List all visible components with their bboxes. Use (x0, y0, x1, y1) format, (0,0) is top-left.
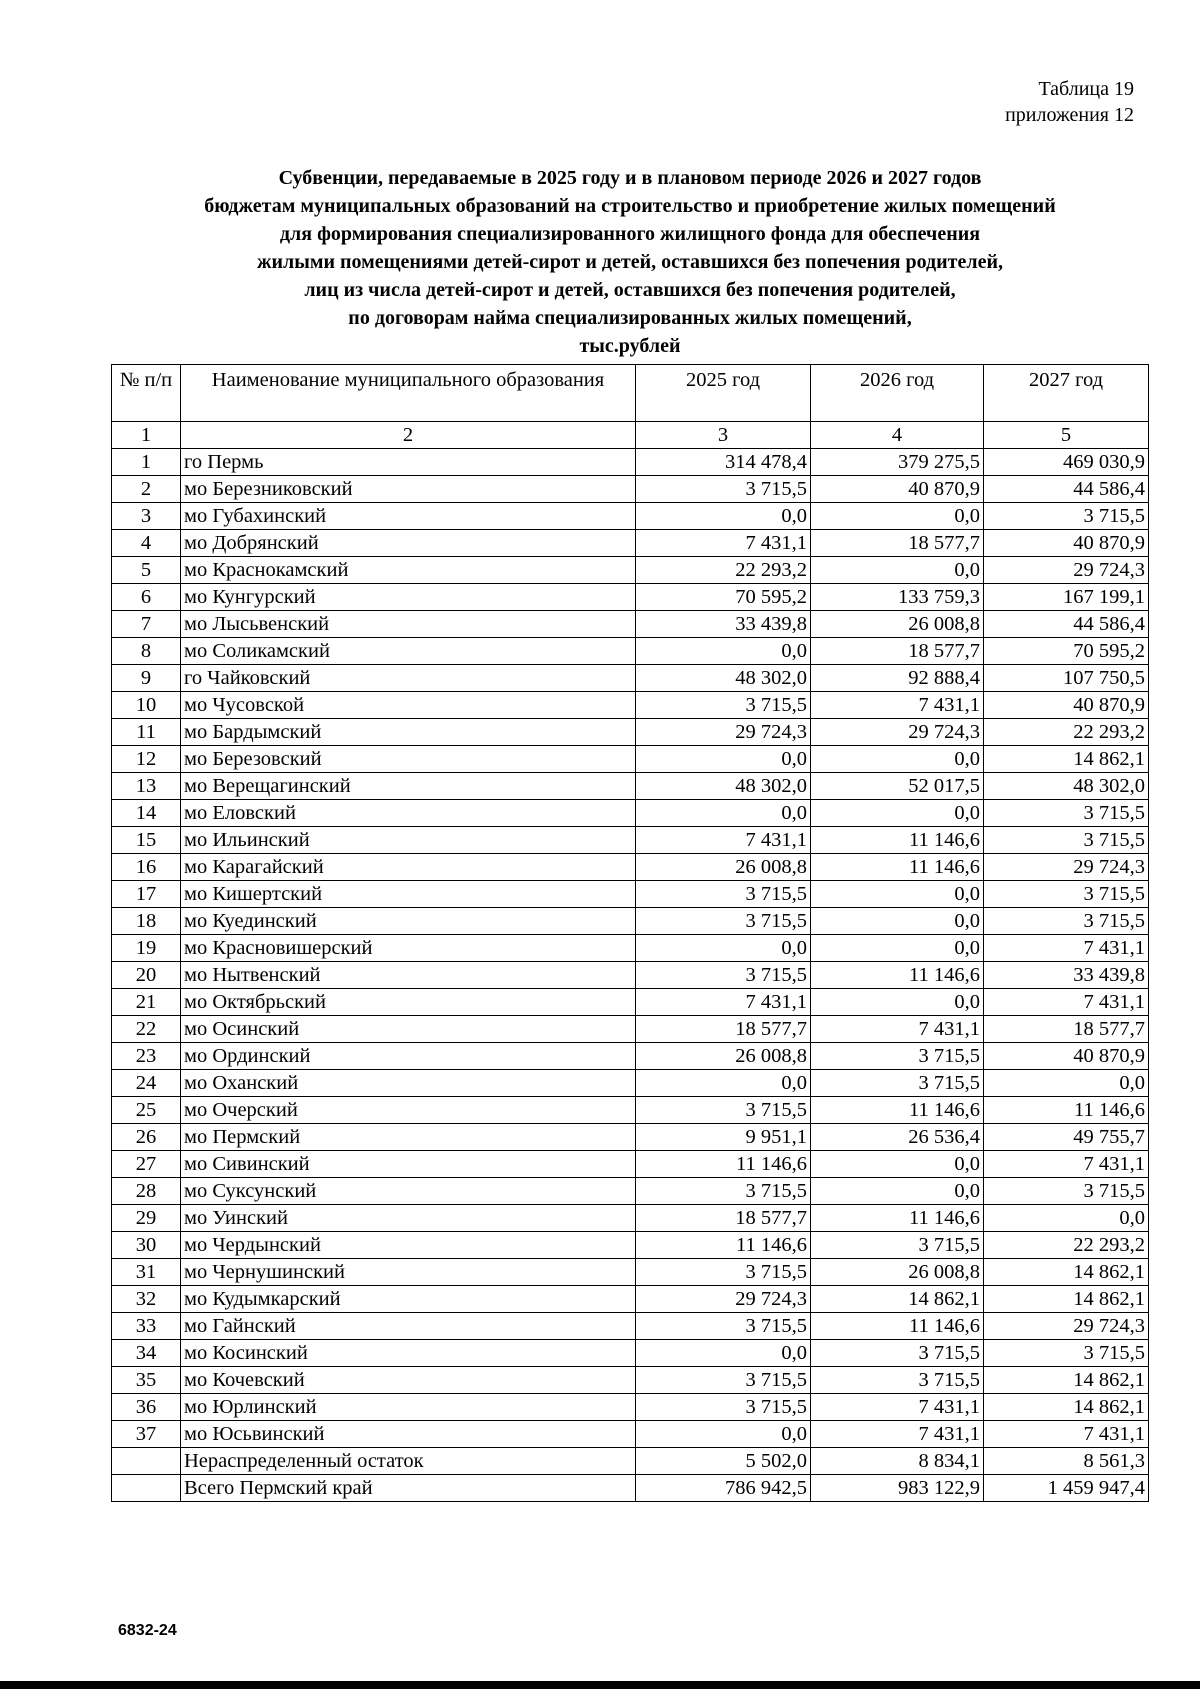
value-2025: 7 431,1 (636, 530, 811, 557)
table-row (112, 638, 1149, 665)
municipality-name: мо Гайнский (181, 1313, 636, 1340)
value-2027: 48 302,0 (984, 773, 1149, 800)
value-2026: 133 759,3 (811, 584, 984, 611)
value-2026: 379 275,5 (811, 449, 984, 476)
municipality-name: мо Чернушинский (181, 1259, 636, 1286)
table-row (112, 962, 1149, 989)
value-2027: 3 715,5 (984, 800, 1149, 827)
title-line: жилыми помещениями детей-сирот и детей, оставшихся без попечения родителей, (256, 251, 1003, 273)
table-row (112, 935, 1149, 962)
municipality-name: мо Бардымский (181, 719, 636, 746)
row-number: 9 (112, 665, 181, 692)
table-row (112, 773, 1149, 800)
value-2026: 11 146,6 (811, 962, 984, 989)
row-number: 3 (112, 503, 181, 530)
municipality-name: мо Осинский (181, 1016, 636, 1043)
value-2025: 3 715,5 (636, 1178, 811, 1205)
value-2026: 11 146,6 (811, 1313, 984, 1340)
value-2025: 3 715,5 (636, 476, 811, 503)
value-2025: 33 439,8 (636, 611, 811, 638)
value-2027: 1 459 947,4 (984, 1475, 1149, 1502)
value-2025: 0,0 (636, 1421, 811, 1448)
value-2027: 44 586,4 (984, 611, 1149, 638)
table-row (112, 1232, 1149, 1259)
value-2025: 11 146,6 (636, 1232, 811, 1259)
row-number: 29 (112, 1205, 181, 1232)
value-2026: 0,0 (811, 557, 984, 584)
header-2026: 2026 год (811, 365, 984, 422)
municipality-name: мо Кочевский (181, 1367, 636, 1394)
municipality-name: мо Верещагинский (181, 773, 636, 800)
value-2026: 3 715,5 (811, 1340, 984, 1367)
value-2027: 22 293,2 (984, 1232, 1149, 1259)
row-number: 5 (112, 557, 181, 584)
value-2027: 3 715,5 (984, 1178, 1149, 1205)
row-number: 17 (112, 881, 181, 908)
value-2026: 3 715,5 (811, 1367, 984, 1394)
table-row (112, 530, 1149, 557)
value-2026: 0,0 (811, 935, 984, 962)
value-2027: 70 595,2 (984, 638, 1149, 665)
title-line: бюджетам муниципальных образований на строительство и приобретение жилых помещений (204, 195, 1056, 217)
value-2026: 3 715,5 (811, 1070, 984, 1097)
value-2025: 3 715,5 (636, 1097, 811, 1124)
value-2025: 29 724,3 (636, 719, 811, 746)
value-2026: 14 862,1 (811, 1286, 984, 1313)
row-number: 24 (112, 1070, 181, 1097)
table-row (112, 1097, 1149, 1124)
value-2026: 0,0 (811, 881, 984, 908)
value-2026: 7 431,1 (811, 1016, 984, 1043)
table-row (112, 746, 1149, 773)
value-2026: 11 146,6 (811, 854, 984, 881)
municipality-name: мо Пермский (181, 1124, 636, 1151)
row-number: 2 (112, 476, 181, 503)
table-row (112, 827, 1149, 854)
row-number: 4 (112, 530, 181, 557)
municipality-name: мо Карагайский (181, 854, 636, 881)
subsidies-table (111, 364, 1149, 1502)
row-number: 27 (112, 1151, 181, 1178)
value-2027: 7 431,1 (984, 935, 1149, 962)
value-2025: 786 942,5 (636, 1475, 811, 1502)
row-number: 14 (112, 800, 181, 827)
row-number: 21 (112, 989, 181, 1016)
value-2026: 26 008,8 (811, 1259, 984, 1286)
municipality-name: Всего Пермский край (181, 1475, 636, 1502)
value-2025: 48 302,0 (636, 773, 811, 800)
value-2027: 7 431,1 (984, 1421, 1149, 1448)
municipality-name: мо Соликамский (181, 638, 636, 665)
value-2026: 0,0 (811, 1151, 984, 1178)
value-2027: 0,0 (984, 1070, 1149, 1097)
table-row (112, 1394, 1149, 1421)
value-2026: 0,0 (811, 908, 984, 935)
municipality-name: мо Кишертский (181, 881, 636, 908)
value-2025: 5 502,0 (636, 1448, 811, 1475)
value-2026: 3 715,5 (811, 1043, 984, 1070)
value-2027: 3 715,5 (984, 908, 1149, 935)
municipality-name: мо Юрлинский (181, 1394, 636, 1421)
value-2026: 40 870,9 (811, 476, 984, 503)
row-number (112, 1448, 181, 1475)
row-number: 22 (112, 1016, 181, 1043)
value-2025: 7 431,1 (636, 989, 811, 1016)
table-row (112, 611, 1149, 638)
table-row (112, 1448, 1149, 1475)
value-2025: 3 715,5 (636, 692, 811, 719)
scan-edge (0, 1681, 1200, 1689)
row-number: 28 (112, 1178, 181, 1205)
value-2027: 14 862,1 (984, 1394, 1149, 1421)
value-2026: 11 146,6 (811, 1205, 984, 1232)
value-2025: 3 715,5 (636, 1313, 811, 1340)
table-row (112, 1124, 1149, 1151)
municipality-name: мо Очерский (181, 1097, 636, 1124)
table-row (112, 1178, 1149, 1205)
column-number: 4 (811, 422, 984, 449)
value-2025: 22 293,2 (636, 557, 811, 584)
value-2027: 29 724,3 (984, 1313, 1149, 1340)
table-row (112, 1421, 1149, 1448)
value-2027: 44 586,4 (984, 476, 1149, 503)
value-2027: 40 870,9 (984, 692, 1149, 719)
municipality-name: мо Октябрьский (181, 989, 636, 1016)
appendix-number: приложения 12 (1005, 104, 1134, 126)
value-2027: 14 862,1 (984, 1259, 1149, 1286)
value-2026: 0,0 (811, 503, 984, 530)
row-number: 18 (112, 908, 181, 935)
value-2026: 26 536,4 (811, 1124, 984, 1151)
column-number-row (112, 422, 1149, 449)
table-row (112, 1070, 1149, 1097)
column-number: 5 (984, 422, 1149, 449)
table-row (112, 1205, 1149, 1232)
value-2027: 18 577,7 (984, 1016, 1149, 1043)
value-2025: 11 146,6 (636, 1151, 811, 1178)
table-reference (914, 76, 1134, 128)
value-2027: 3 715,5 (984, 827, 1149, 854)
row-number: 19 (112, 935, 181, 962)
municipality-name: мо Косинский (181, 1340, 636, 1367)
table-row (112, 1016, 1149, 1043)
municipality-name: мо Оханский (181, 1070, 636, 1097)
value-2026: 0,0 (811, 746, 984, 773)
value-2026: 18 577,7 (811, 530, 984, 557)
value-2025: 26 008,8 (636, 854, 811, 881)
value-2027: 11 146,6 (984, 1097, 1149, 1124)
value-2025: 7 431,1 (636, 827, 811, 854)
title-line: лиц из числа детей-сирот и детей, оставшихся без попечения родителей, (304, 279, 956, 301)
header-no: № п/п (112, 365, 181, 422)
value-2025: 0,0 (636, 746, 811, 773)
value-2027: 3 715,5 (984, 1340, 1149, 1367)
table-body (112, 365, 1149, 1502)
row-number: 33 (112, 1313, 181, 1340)
municipality-name: мо Березниковский (181, 476, 636, 503)
table-row (112, 1043, 1149, 1070)
row-number: 11 (112, 719, 181, 746)
value-2025: 9 951,1 (636, 1124, 811, 1151)
row-number (112, 1475, 181, 1502)
value-2025: 314 478,4 (636, 449, 811, 476)
municipality-name: мо Лысьвенский (181, 611, 636, 638)
table-row (112, 800, 1149, 827)
value-2027: 469 030,9 (984, 449, 1149, 476)
municipality-name: мо Суксунский (181, 1178, 636, 1205)
row-number: 6 (112, 584, 181, 611)
municipality-name: мо Кунгурский (181, 584, 636, 611)
column-number: 3 (636, 422, 811, 449)
municipality-name: Нераспределенный остаток (181, 1448, 636, 1475)
municipality-name: мо Чусовской (181, 692, 636, 719)
value-2026: 3 715,5 (811, 1232, 984, 1259)
value-2026: 0,0 (811, 800, 984, 827)
value-2027: 29 724,3 (984, 854, 1149, 881)
value-2025: 3 715,5 (636, 962, 811, 989)
document-title (110, 164, 1150, 360)
value-2025: 70 595,2 (636, 584, 811, 611)
table-row (112, 719, 1149, 746)
value-2027: 14 862,1 (984, 1367, 1149, 1394)
value-2025: 3 715,5 (636, 1394, 811, 1421)
row-number: 30 (112, 1232, 181, 1259)
value-2026: 7 431,1 (811, 1421, 984, 1448)
table-row (112, 584, 1149, 611)
row-number: 37 (112, 1421, 181, 1448)
value-2027: 107 750,5 (984, 665, 1149, 692)
municipality-name: мо Еловский (181, 800, 636, 827)
value-2025: 3 715,5 (636, 881, 811, 908)
value-2025: 0,0 (636, 800, 811, 827)
value-2027: 49 755,7 (984, 1124, 1149, 1151)
municipality-name: мо Сивинский (181, 1151, 636, 1178)
value-2025: 0,0 (636, 503, 811, 530)
table-row (112, 665, 1149, 692)
header-name: Наименование муниципального образования (181, 365, 636, 422)
value-2026: 52 017,5 (811, 773, 984, 800)
units-line: тыс.рублей (579, 335, 681, 357)
row-number: 35 (112, 1367, 181, 1394)
municipality-name: мо Ординский (181, 1043, 636, 1070)
row-number: 12 (112, 746, 181, 773)
table-row (112, 1340, 1149, 1367)
value-2027: 7 431,1 (984, 1151, 1149, 1178)
value-2026: 11 146,6 (811, 1097, 984, 1124)
value-2026: 0,0 (811, 989, 984, 1016)
municipality-name: мо Чердынский (181, 1232, 636, 1259)
header-row (112, 365, 1149, 422)
municipality-name: мо Ильинский (181, 827, 636, 854)
value-2025: 18 577,7 (636, 1016, 811, 1043)
row-number: 20 (112, 962, 181, 989)
title-line: для формирования специализированного жилищного фонда для обеспечения (279, 223, 981, 245)
value-2026: 983 122,9 (811, 1475, 984, 1502)
value-2025: 0,0 (636, 1070, 811, 1097)
municipality-name: мо Краснокамский (181, 557, 636, 584)
row-number: 8 (112, 638, 181, 665)
value-2026: 18 577,7 (811, 638, 984, 665)
value-2026: 26 008,8 (811, 611, 984, 638)
value-2027: 40 870,9 (984, 530, 1149, 557)
value-2026: 11 146,6 (811, 827, 984, 854)
value-2025: 0,0 (636, 1340, 811, 1367)
value-2025: 29 724,3 (636, 1286, 811, 1313)
value-2025: 3 715,5 (636, 1259, 811, 1286)
column-number: 2 (181, 422, 636, 449)
municipality-name: мо Березовский (181, 746, 636, 773)
value-2025: 3 715,5 (636, 908, 811, 935)
table-number: Таблица 19 (1038, 78, 1134, 100)
value-2025: 18 577,7 (636, 1205, 811, 1232)
municipality-name: мо Кудымкарский (181, 1286, 636, 1313)
row-number: 25 (112, 1097, 181, 1124)
row-number: 1 (112, 449, 181, 476)
municipality-name: мо Губахинский (181, 503, 636, 530)
row-number: 26 (112, 1124, 181, 1151)
table-row (112, 503, 1149, 530)
row-number: 15 (112, 827, 181, 854)
value-2025: 0,0 (636, 935, 811, 962)
table-row (112, 1313, 1149, 1340)
value-2027: 40 870,9 (984, 1043, 1149, 1070)
table-row (112, 557, 1149, 584)
row-number: 32 (112, 1286, 181, 1313)
row-number: 10 (112, 692, 181, 719)
value-2025: 48 302,0 (636, 665, 811, 692)
header-2027: 2027 год (984, 365, 1149, 422)
municipality-name: го Чайковский (181, 665, 636, 692)
value-2027: 8 561,3 (984, 1448, 1149, 1475)
table-row (112, 1475, 1149, 1502)
value-2026: 7 431,1 (811, 692, 984, 719)
municipality-name: мо Добрянский (181, 530, 636, 557)
table-row (112, 1286, 1149, 1313)
value-2027: 167 199,1 (984, 584, 1149, 611)
value-2026: 0,0 (811, 1178, 984, 1205)
header-2025: 2025 год (636, 365, 811, 422)
table-row (112, 692, 1149, 719)
row-number: 23 (112, 1043, 181, 1070)
title-line: по договорам найма специализированных жилых помещений, (348, 307, 912, 329)
value-2025: 3 715,5 (636, 1367, 811, 1394)
table-row (112, 476, 1149, 503)
municipality-name: мо Красновишерский (181, 935, 636, 962)
row-number: 31 (112, 1259, 181, 1286)
value-2025: 26 008,8 (636, 1043, 811, 1070)
value-2027: 3 715,5 (984, 503, 1149, 530)
value-2026: 29 724,3 (811, 719, 984, 746)
table-row (112, 1151, 1149, 1178)
value-2027: 33 439,8 (984, 962, 1149, 989)
value-2027: 14 862,1 (984, 1286, 1149, 1313)
row-number: 13 (112, 773, 181, 800)
table-row (112, 881, 1149, 908)
row-number: 36 (112, 1394, 181, 1421)
municipality-name: мо Куединский (181, 908, 636, 935)
value-2026: 7 431,1 (811, 1394, 984, 1421)
row-number: 7 (112, 611, 181, 638)
column-number: 1 (112, 422, 181, 449)
document-code: 6832-24 (118, 1622, 177, 1639)
table-row (112, 449, 1149, 476)
title-line: Субвенции, передаваемые в 2025 году и в плановом периоде 2026 и 2027 годов (278, 167, 982, 189)
table-row (112, 854, 1149, 881)
value-2027: 22 293,2 (984, 719, 1149, 746)
table-row (112, 1259, 1149, 1286)
row-number: 34 (112, 1340, 181, 1367)
municipality-name: мо Юсьвинский (181, 1421, 636, 1448)
municipality-name: го Пермь (181, 449, 636, 476)
municipality-name: мо Нытвенский (181, 962, 636, 989)
table-row (112, 908, 1149, 935)
value-2027: 3 715,5 (984, 881, 1149, 908)
value-2025: 0,0 (636, 638, 811, 665)
table-row (112, 989, 1149, 1016)
municipality-name: мо Уинский (181, 1205, 636, 1232)
row-number: 16 (112, 854, 181, 881)
table-row (112, 1367, 1149, 1394)
value-2027: 14 862,1 (984, 746, 1149, 773)
value-2026: 92 888,4 (811, 665, 984, 692)
value-2027: 7 431,1 (984, 989, 1149, 1016)
value-2027: 0,0 (984, 1205, 1149, 1232)
value-2027: 29 724,3 (984, 557, 1149, 584)
value-2026: 8 834,1 (811, 1448, 984, 1475)
